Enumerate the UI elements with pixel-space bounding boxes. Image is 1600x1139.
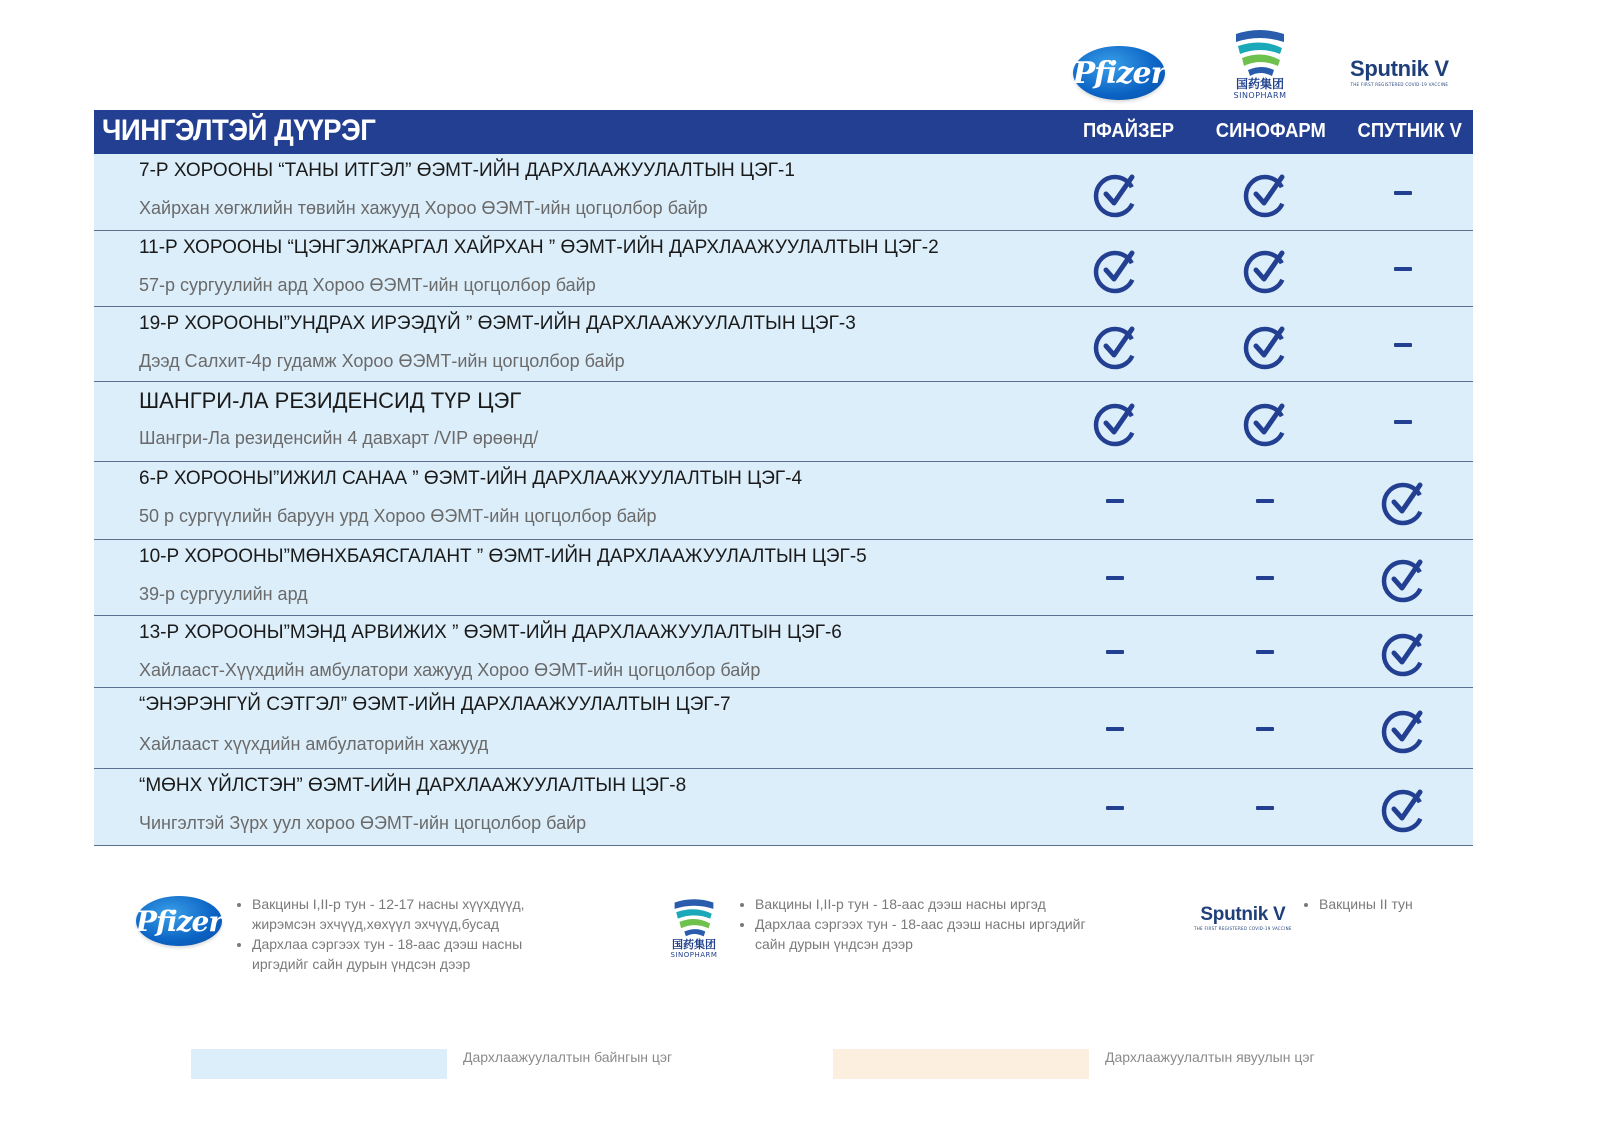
district-title: ЧИНГЭЛТЭЙ ДҮҮРЭГ — [102, 114, 376, 147]
sinopharm-logo-top — [1228, 26, 1292, 100]
pfizer-available-check-icon — [1092, 323, 1140, 371]
sputnik-available-check-icon — [1380, 786, 1428, 834]
table-row — [94, 307, 1473, 382]
col-sputnik: СПУТНИК V — [1357, 120, 1462, 142]
pfizer-unavailable-dash-icon — [1106, 650, 1124, 654]
table-body — [94, 154, 1473, 846]
point-address: 50 р сургүүлийн баруун урд Хороо ӨЭМТ-ийн цогцолбор байр — [139, 506, 657, 526]
point-name: 13-Р ХОРООНЫ”МЭНД АРВИЖИХ ” ӨЭМТ-ИЙН ДАРХЛААЖУУЛАЛТЫН ЦЭГ-6 — [139, 622, 842, 643]
sputnik-legend-item: • Вакцины II тун — [1319, 894, 1499, 914]
pfizer-unavailable-dash-icon — [1106, 499, 1124, 503]
sputnik-available-check-icon — [1380, 556, 1428, 604]
pfizer-logo-mark: Pfizer — [136, 896, 222, 946]
point-address: 57-р сургуулийн ард Хороо ӨЭМТ-ийн цогцолбор байр — [139, 275, 596, 295]
pfizer-logo-top — [1073, 46, 1165, 100]
point-name: 10-Р ХОРООНЫ”МӨНХБАЯСГАЛАНТ ” ӨЭМТ-ИЙН ДАРХЛААЖУУЛАЛТЫН ЦЭГ-5 — [139, 546, 867, 567]
sinopharm-wave-icon — [1228, 26, 1292, 78]
mobile-point-label: Дархлаажуулалтын явуулын цэг — [1105, 1049, 1315, 1065]
pfizer-available-check-icon — [1092, 400, 1140, 448]
table-row — [94, 769, 1473, 846]
pfizer-available-check-icon — [1092, 247, 1140, 295]
fixed-point-label: Дархлаажуулалтын байнгын цэг — [463, 1049, 673, 1065]
point-address: Чингэлтэй Зүрх уул хороо ӨЭМТ-ийн цогцолбор байр — [139, 813, 587, 833]
pfizer-legend — [232, 894, 562, 974]
sinopharm-available-check-icon — [1242, 171, 1290, 219]
col-pfizer: ПФАЙЗЕР — [1082, 120, 1175, 142]
sinopharm-unavailable-dash-icon — [1256, 650, 1274, 654]
pfizer-available-check-icon — [1092, 171, 1140, 219]
fixed-point-swatch — [191, 1049, 447, 1079]
sputnik-unavailable-dash-icon — [1394, 420, 1412, 424]
sputnik-logo-legend — [1194, 904, 1292, 931]
sinopharm-available-check-icon — [1242, 247, 1290, 295]
sinopharm-logo-legend — [668, 896, 720, 960]
pfizer-logo-legend — [136, 896, 222, 946]
point-address: Хайлааст-Хүүхдийн амбулатори хажууд Хороо ӨЭМТ-ийн цогцолбор байр — [139, 660, 761, 680]
sinopharm-legend-item: • Дархлаа сэргээх тун - 18-аас дээш насны иргэдийг сайн дурын үндсэн дээр — [755, 914, 1095, 954]
sinopharm-cn-text: 国药集团 — [1235, 77, 1284, 91]
sinopharm-en-text: SINOPHARM — [670, 951, 718, 959]
point-name: 11-Р ХОРООНЫ “ЦЭНГЭЛЖАРГАЛ ХАЙРХАН ” ӨЭМТ-ИЙН ДАРХЛААЖУУЛАЛТЫН ЦЭГ-2 — [139, 237, 939, 258]
sputnik-name-text: Sputnik V — [1350, 56, 1449, 81]
point-name: “ЭНЭРЭНГҮЙ СЭТГЭЛ” ӨЭМТ-ИЙН ДАРХЛААЖУУЛАЛТЫН ЦЭГ-7 — [139, 694, 731, 715]
sputnik-available-check-icon — [1380, 707, 1428, 755]
sputnik-unavailable-dash-icon — [1394, 191, 1412, 195]
sinopharm-legend-item: • Вакцины I,II-р тун - 18-аас дээш насны иргэд — [755, 894, 1095, 914]
pfizer-unavailable-dash-icon — [1106, 727, 1124, 731]
sputnik-available-check-icon — [1380, 630, 1428, 678]
sputnik-available-check-icon — [1380, 479, 1428, 527]
sputnik-tagline: THE FIRST REGISTERED COVID-19 VACCINE — [1194, 926, 1292, 931]
mobile-point-swatch — [833, 1049, 1089, 1079]
point-address: Хайрхан хөгжлийн төвийн хажууд Хороо ӨЭМТ-ийн цогцолбор байр — [139, 198, 708, 218]
vaccination-points-table — [94, 110, 1473, 846]
point-name: 7-Р ХОРООНЫ “ТАНЫ ИТГЭЛ” ӨЭМТ-ИЙН ДАРХЛААЖУУЛАЛТЫН ЦЭГ-1 — [139, 160, 795, 181]
point-name: 6-Р ХОРООНЫ”ИЖИЛ САНАА ” ӨЭМТ-ИЙН ДАРХЛААЖУУЛАЛТЫН ЦЭГ-4 — [139, 468, 803, 489]
sinopharm-unavailable-dash-icon — [1256, 576, 1274, 580]
sputnik-logo-top — [1350, 56, 1449, 87]
table-header — [94, 110, 1473, 154]
pfizer-legend-item: • Дархлаа сэргээх тун - 18-аас дээш насны иргэдийг сайн дурын үндсэн дээр — [252, 934, 562, 974]
point-name: 19-Р ХОРООНЫ”УНДРАХ ИРЭЭДҮЙ ” ӨЭМТ-ИЙН ДАРХЛААЖУУЛАЛТЫН ЦЭГ-3 — [139, 313, 856, 334]
sinopharm-available-check-icon — [1242, 400, 1290, 448]
sputnik-tagline: THE FIRST REGISTERED COVID-19 VACCINE — [1350, 82, 1449, 87]
table-row — [94, 688, 1473, 769]
sinopharm-unavailable-dash-icon — [1256, 806, 1274, 810]
table-row — [94, 382, 1473, 462]
sinopharm-unavailable-dash-icon — [1256, 499, 1274, 503]
pfizer-unavailable-dash-icon — [1106, 806, 1124, 810]
sinopharm-unavailable-dash-icon — [1256, 727, 1274, 731]
table-row — [94, 154, 1473, 231]
point-name: ШАНГРИ-ЛА РЕЗИДЕНСИД ТҮР ЦЭГ — [139, 388, 522, 413]
pfizer-legend-item: • Вакцины I,II-р тун - 12-17 насны хүүхдүүд, жирэмсэн эхчүүд,хөхүүл эхчүүд,бусад — [252, 894, 562, 934]
point-address: Шангри-Ла резиденсийн 4 давхарт /VIP өрөөнд/ — [139, 428, 539, 448]
point-address: Хайлааст хүүхдийн амбулаторийн хажууд — [139, 734, 489, 754]
table-row — [94, 231, 1473, 307]
col-sinopharm: СИНОФАРМ — [1215, 120, 1326, 142]
point-address: Дээд Салхит-4р гудамж Хороо ӨЭМТ-ийн цогцолбор байр — [139, 351, 625, 371]
pfizer-logo-mark: Pfizer — [1073, 46, 1165, 100]
sputnik-legend — [1299, 894, 1499, 914]
sputnik-name-text: Sputnik V — [1200, 904, 1286, 925]
pfizer-unavailable-dash-icon — [1106, 576, 1124, 580]
table-row — [94, 462, 1473, 540]
table-row — [94, 540, 1473, 616]
sputnik-unavailable-dash-icon — [1394, 267, 1412, 271]
sinopharm-wave-icon — [668, 896, 720, 938]
sinopharm-cn-text: 国药集团 — [672, 938, 716, 951]
point-address: 39-р сургуулийн ард — [139, 584, 308, 604]
point-name: “МӨНХ ҮЙЛСТЭН” ӨЭМТ-ИЙН ДАРХЛААЖУУЛАЛТЫН ЦЭГ-8 — [139, 775, 687, 796]
sinopharm-en-text: SINOPHARM — [1233, 91, 1287, 100]
sinopharm-legend — [735, 894, 1095, 954]
table-row — [94, 616, 1473, 688]
sinopharm-available-check-icon — [1242, 323, 1290, 371]
sputnik-unavailable-dash-icon — [1394, 343, 1412, 347]
